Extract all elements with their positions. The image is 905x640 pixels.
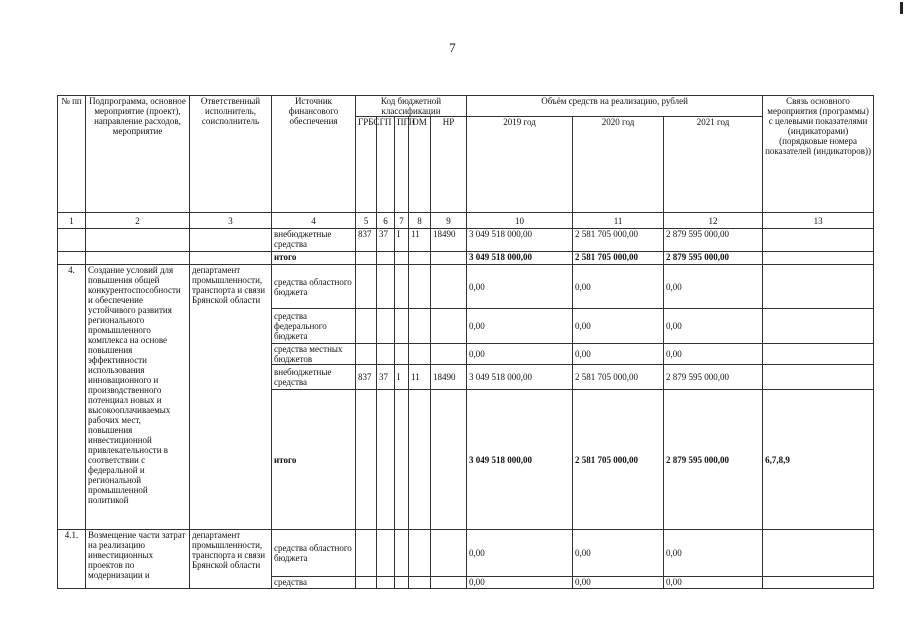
col-number: 9 [431, 213, 467, 229]
header-kbk-group: Код бюджетной классификации [356, 96, 467, 117]
grbs-cell: 837 [356, 365, 377, 390]
amount-2019: 3 049 518 000,00 [467, 252, 573, 265]
table-row [58, 252, 874, 265]
pgp-cell: I [395, 365, 409, 390]
header-pgp: ПГП [395, 117, 409, 213]
pgp-cell: I [395, 229, 409, 252]
amount-2019: 0,00 [467, 577, 573, 589]
col-number: 8 [409, 213, 431, 229]
source-cell: внебюджетные средства [272, 229, 356, 252]
amount-2019: 0,00 [467, 265, 573, 309]
gp-cell: 37 [377, 365, 395, 390]
header-2020: 2020 год [573, 117, 664, 213]
amount-2021: 0,00 [664, 344, 763, 365]
table-row [58, 229, 874, 252]
amount-2020: 0,00 [573, 344, 664, 365]
header-grbs: ГРБС [356, 117, 377, 213]
item-executor: департамент промышленности, транспорта и связи Брянской области [190, 265, 272, 530]
indicator-link: 6,7,8,9 [763, 390, 874, 530]
header-executor: Ответственный исполнитель, соисполнитель [190, 96, 272, 213]
amount-2020: 2 581 705 000,00 [573, 252, 664, 265]
om-cell: 11 [409, 229, 431, 252]
amount-2020: 0,00 [573, 309, 664, 344]
col-number: 1 [58, 213, 86, 229]
amount-2019: 0,00 [467, 530, 573, 577]
source-cell: средства [272, 577, 356, 589]
col-number: 6 [377, 213, 395, 229]
amount-2021: 0,00 [664, 265, 763, 309]
column-number-row [58, 213, 874, 229]
item-number: 4.1. [58, 530, 86, 589]
page-number: 7 [449, 40, 456, 55]
item-number: 4. [58, 265, 86, 530]
amount-2021: 2 879 595 000,00 [664, 229, 763, 252]
amount-2020: 0,00 [573, 577, 664, 589]
amount-2021: 2 879 595 000,00 [664, 365, 763, 390]
om-cell: 11 [409, 365, 431, 390]
source-cell: средства федерального бюджета [272, 309, 356, 344]
grbs-cell: 837 [356, 229, 377, 252]
header-gp: ГП [377, 117, 395, 213]
col-number: 10 [467, 213, 573, 229]
amount-2021: 0,00 [664, 577, 763, 589]
header-np: НР [431, 117, 467, 213]
source-cell: внебюджетные средства [272, 365, 356, 390]
amount-2020: 2 581 705 000,00 [573, 390, 664, 530]
amount-2021: 2 879 595 000,00 [664, 390, 763, 530]
header-row-1 [58, 96, 874, 117]
amount-2019: 3 049 518 000,00 [467, 229, 573, 252]
table-row [58, 265, 874, 309]
item-executor: департамент промышленности, транспорта и связи Брянской области [190, 530, 272, 589]
amount-2020: 0,00 [573, 265, 664, 309]
scan-edge-mark [900, 2, 903, 14]
amount-2020: 2 581 705 000,00 [573, 229, 664, 252]
item-name: Создание условий для повышения общей конкурентоспособности и обеспечение устойчивого развития регионального промышленного комплекса на основе повышения эффективности использования инновационного и производственного потенциал новых и высокооплачиваемых рабочих мест, повышения инвестиционной привлекательности в соответствии с федеральной и региональной промышленной политикой [86, 265, 190, 530]
col-number: 4 [272, 213, 356, 229]
col-number: 13 [763, 213, 874, 229]
col-number: 11 [573, 213, 664, 229]
budget-table [57, 95, 874, 589]
col-number: 5 [356, 213, 377, 229]
source-cell: итого [272, 390, 356, 530]
amount-2019: 3 049 518 000,00 [467, 390, 573, 530]
col-number: 12 [664, 213, 763, 229]
item-name: Возмещение части затрат на реализацию инвестиционных проектов по модернизации и [86, 530, 190, 589]
np-cell: 18490 [431, 229, 467, 252]
header-volume-group: Объём средств на реализацию, рублей [467, 96, 763, 117]
header-2019: 2019 год [467, 117, 573, 213]
amount-2020: 0,00 [573, 530, 664, 577]
header-2021: 2021 год [664, 117, 763, 213]
np-cell: 18490 [431, 365, 467, 390]
source-cell: средства областного бюджета [272, 265, 356, 309]
col-number: 2 [86, 213, 190, 229]
table-row [58, 530, 874, 577]
amount-2021: 0,00 [664, 309, 763, 344]
amount-2020: 2 581 705 000,00 [573, 365, 664, 390]
header-source: Источник финансового обеспечения [272, 96, 356, 213]
col-number: 3 [190, 213, 272, 229]
amount-2019: 3 049 518 000,00 [467, 365, 573, 390]
header-link: Связь основного мероприятия (программы) с целевыми показателями (индикаторами) (порядковые номера показателей (индикаторов)) [763, 96, 874, 213]
gp-cell: 37 [377, 229, 395, 252]
source-cell: средства местных бюджетов [272, 344, 356, 365]
header-program: Подпрограмма, основное мероприятие (проект), направление расходов, мероприятие [86, 96, 190, 213]
amount-2019: 0,00 [467, 309, 573, 344]
source-cell: итого [272, 252, 356, 265]
col-number: 7 [395, 213, 409, 229]
amount-2019: 0,00 [467, 344, 573, 365]
source-cell: средства областного бюджета [272, 530, 356, 577]
header-om: ОМ [409, 117, 431, 213]
header-num: № пп [58, 96, 86, 213]
amount-2021: 2 879 595 000,00 [664, 252, 763, 265]
amount-2021: 0,00 [664, 530, 763, 577]
